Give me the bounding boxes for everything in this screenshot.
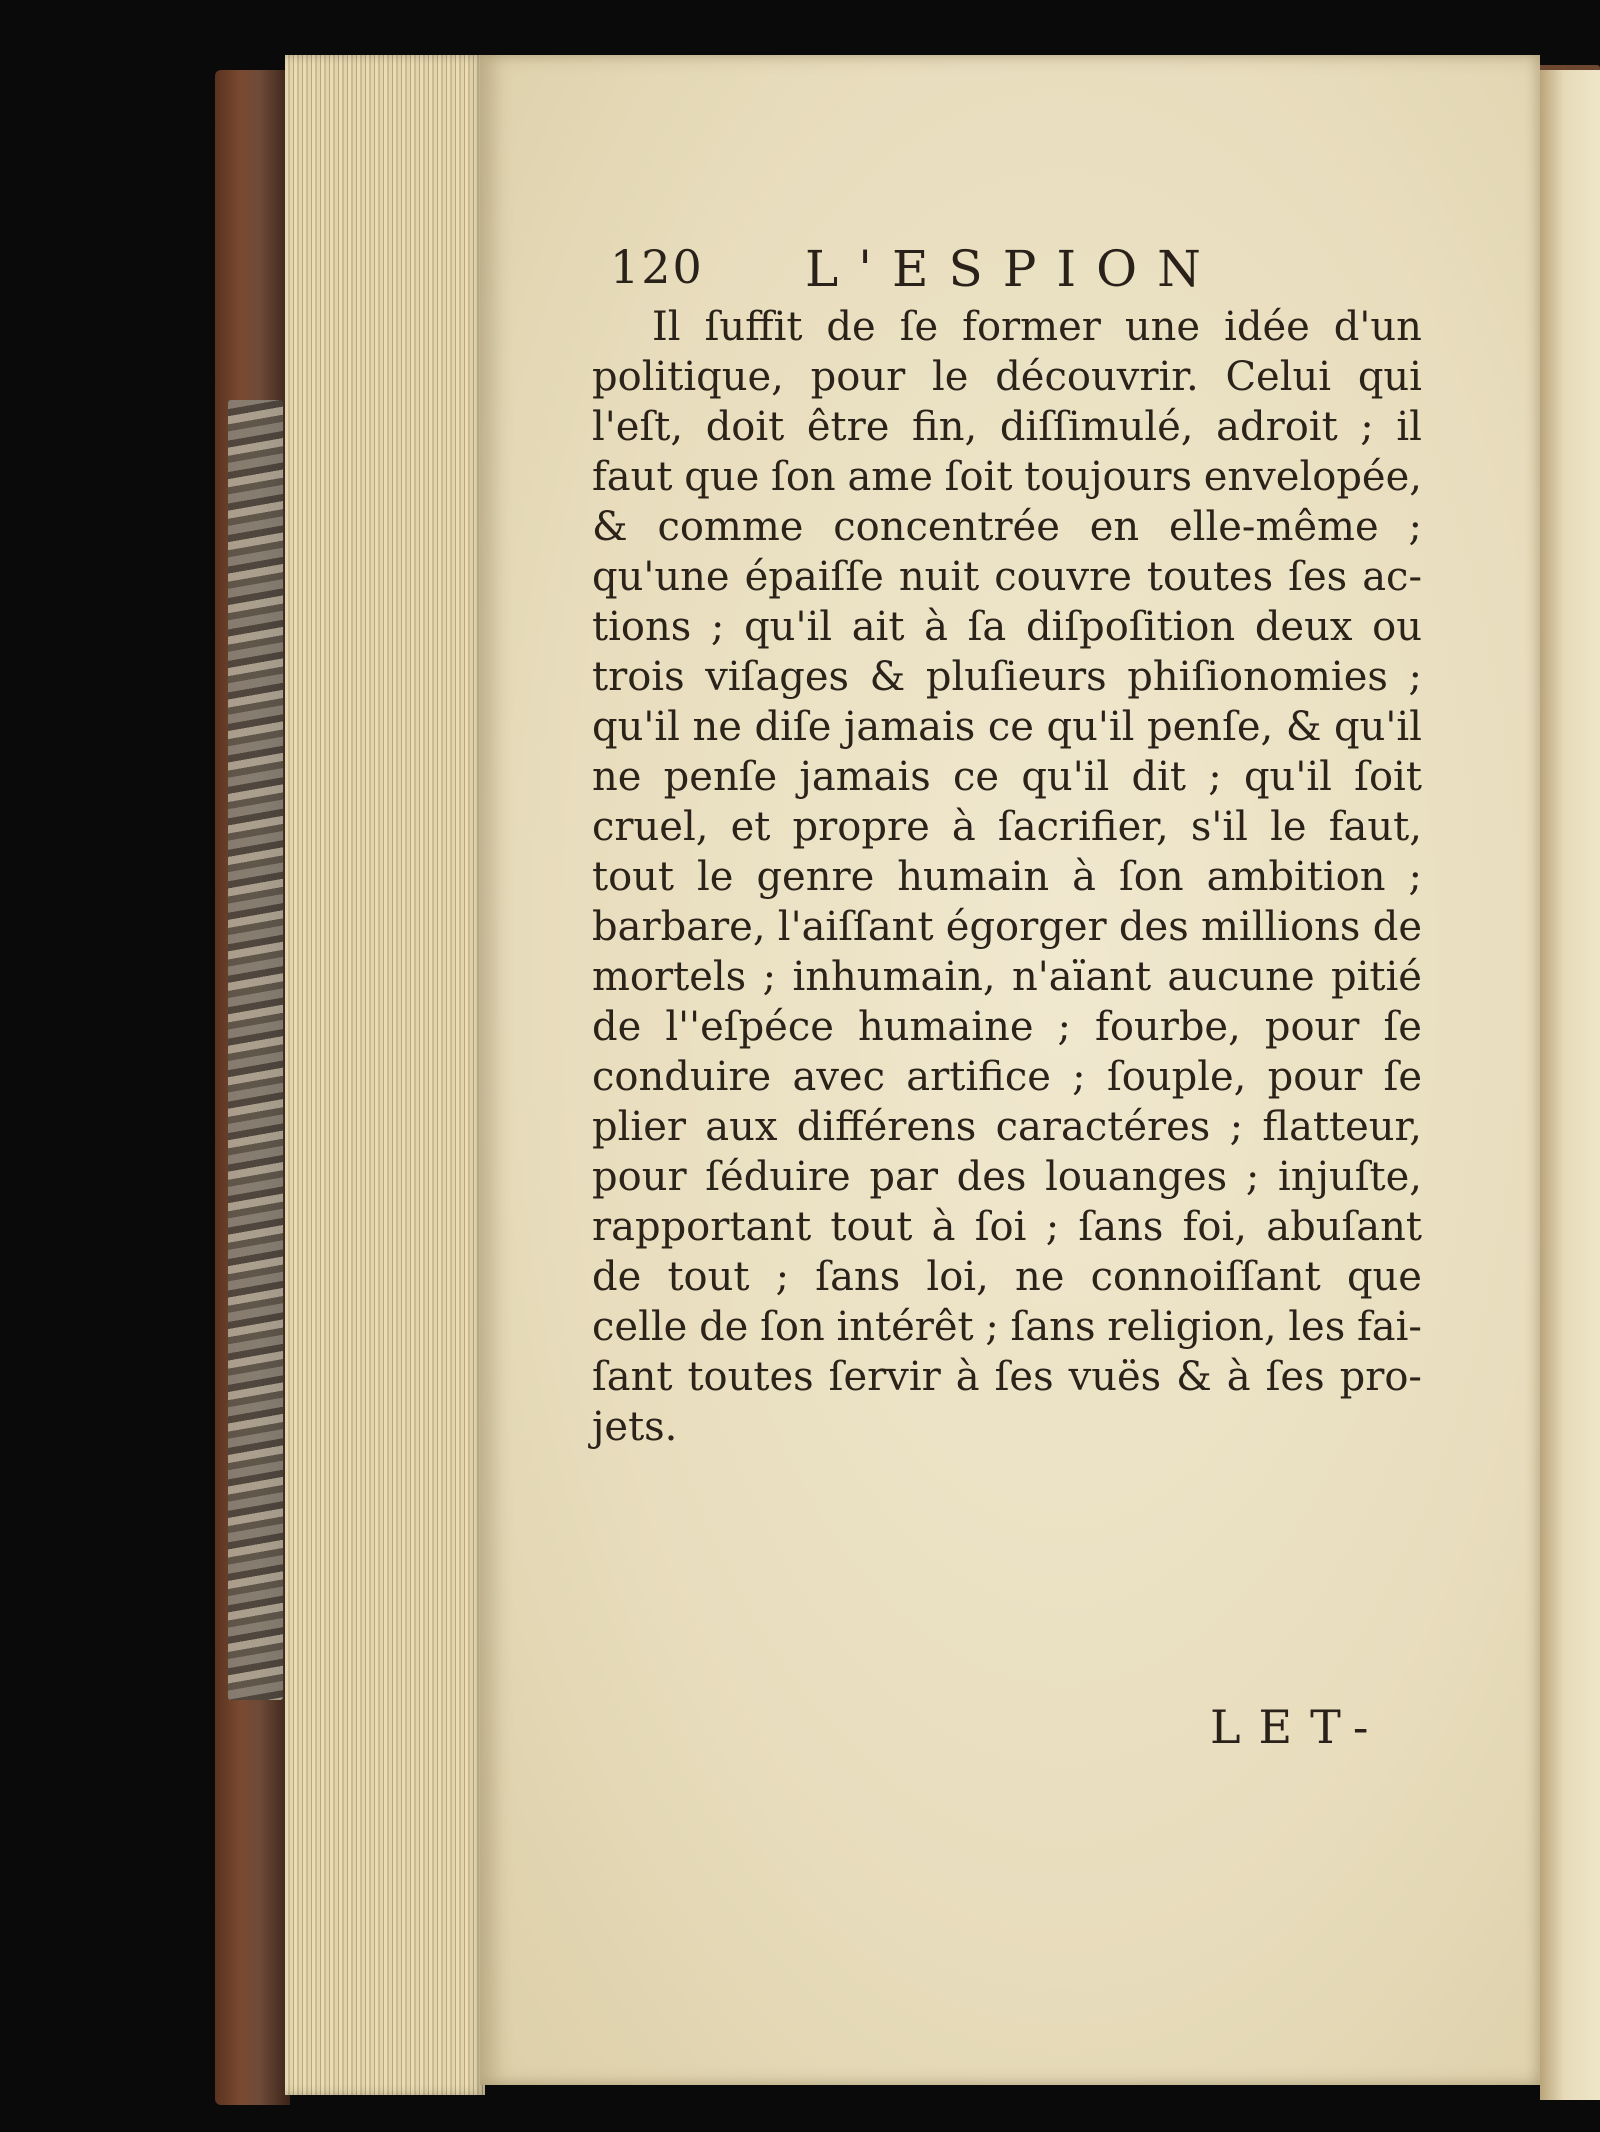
- text-line: [592, 1102, 1422, 1152]
- word: découvrir.: [995, 354, 1199, 400]
- word: par: [869, 1154, 938, 1200]
- word: pour: [592, 1154, 687, 1200]
- text-line: [592, 302, 1422, 352]
- word: barbare,: [592, 904, 766, 950]
- word: idée: [1224, 304, 1310, 350]
- word: ſervir: [828, 1354, 941, 1400]
- word: le: [1270, 804, 1307, 850]
- word: caractéres: [995, 1104, 1211, 1150]
- word: ;: [1057, 1004, 1072, 1050]
- word: ſon: [760, 1304, 825, 1350]
- word: ;: [1408, 654, 1422, 700]
- text-line: [592, 602, 1422, 652]
- word: Celui: [1225, 354, 1332, 400]
- word: que: [1346, 1254, 1422, 1300]
- word: ſans: [1010, 1304, 1096, 1350]
- word: ;: [1072, 1054, 1086, 1100]
- word: deux: [1254, 604, 1353, 650]
- text-line: [592, 502, 1422, 552]
- word: être: [806, 404, 890, 450]
- word: fai-: [1356, 1304, 1422, 1350]
- word: de: [592, 1254, 642, 1300]
- word: qu'il: [1243, 754, 1332, 800]
- word: fourbe,: [1095, 1004, 1241, 1050]
- word: phiſionomies: [1127, 654, 1388, 700]
- word: ;: [1229, 1104, 1244, 1150]
- text-line: [592, 1252, 1422, 1302]
- word: le: [931, 354, 969, 400]
- word: millions: [1200, 904, 1361, 950]
- word: ;: [1045, 1204, 1060, 1250]
- word: tout: [667, 1254, 750, 1300]
- word: qu'une: [592, 554, 730, 600]
- word: aux: [705, 1104, 778, 1150]
- text-line: [592, 1302, 1422, 1352]
- word: ſoit: [1354, 754, 1422, 800]
- word: ſacrifier,: [997, 804, 1169, 850]
- word: intérêt: [836, 1304, 974, 1350]
- word: ame: [847, 454, 933, 500]
- text-line: jets.: [592, 1404, 678, 1450]
- word: Il: [652, 304, 681, 350]
- word: trois: [592, 654, 685, 700]
- word: penſe: [663, 754, 778, 800]
- word: inhumain,: [792, 954, 996, 1000]
- word: ſe: [1383, 1054, 1422, 1100]
- word: ;: [1208, 754, 1222, 800]
- word: ne: [692, 704, 742, 750]
- word: qu'il: [744, 604, 833, 650]
- word: et: [730, 804, 771, 850]
- word: pour: [1267, 1054, 1363, 1100]
- word: différens: [796, 1104, 977, 1150]
- word: il: [1396, 404, 1422, 450]
- word: comme: [657, 504, 804, 550]
- text-line: [592, 1152, 1422, 1202]
- word: ſe: [1383, 1004, 1422, 1050]
- word: ſoi: [974, 1204, 1027, 1250]
- word: diſe: [754, 704, 832, 750]
- word: qu'il: [1334, 704, 1422, 750]
- word: abuſant: [1266, 1204, 1422, 1250]
- word: égorger: [945, 904, 1107, 950]
- word: ſes: [994, 1354, 1054, 1400]
- word: qui: [1357, 354, 1422, 400]
- word: des: [956, 1154, 1027, 1200]
- word: fin,: [912, 404, 978, 450]
- word: pour: [810, 354, 906, 400]
- word: s'il: [1190, 804, 1248, 850]
- facing-page: [1540, 70, 1600, 2100]
- word: que: [684, 454, 760, 500]
- word: conduire: [592, 1054, 772, 1100]
- text-line: [592, 952, 1422, 1002]
- word: l'eſt,: [592, 404, 684, 450]
- word: ſoit: [944, 454, 1013, 500]
- text-line: [592, 852, 1422, 902]
- word: avec: [792, 1054, 886, 1100]
- word: ;: [710, 604, 725, 650]
- word: artifice: [906, 1054, 1051, 1100]
- word: injuſte,: [1277, 1154, 1422, 1200]
- text-line: [592, 1052, 1422, 1102]
- word: ne: [592, 754, 642, 800]
- catchword: LET-: [1210, 1700, 1387, 1754]
- word: ou: [1372, 604, 1422, 650]
- text-line: [592, 802, 1422, 852]
- word: concentrée: [833, 504, 1060, 550]
- word: doit: [705, 404, 785, 450]
- word: ſans: [815, 1254, 901, 1300]
- marbled-cover: [228, 400, 283, 1700]
- word: tout: [830, 1204, 913, 1250]
- word: ſon: [771, 454, 836, 500]
- word: ſant: [592, 1354, 673, 1400]
- word: pro-: [1339, 1354, 1422, 1400]
- word: genre: [756, 854, 875, 900]
- word: ne: [1014, 1254, 1065, 1300]
- word: plier: [592, 1104, 686, 1150]
- word: faut: [592, 454, 673, 500]
- word: jamais: [799, 754, 931, 800]
- text-line: [592, 402, 1422, 452]
- word: aucune: [1167, 954, 1315, 1000]
- word: connoiſſant: [1090, 1254, 1321, 1300]
- word: toutes: [687, 1354, 814, 1400]
- word: ;: [1408, 504, 1422, 550]
- text-line: [592, 352, 1422, 402]
- word: toutes: [1146, 554, 1274, 600]
- word: de: [826, 304, 876, 350]
- word: couvre: [994, 554, 1132, 600]
- word: pluſieurs: [925, 654, 1107, 700]
- word: toujours: [1024, 454, 1192, 500]
- word: jamais: [843, 704, 976, 750]
- word: humain: [897, 854, 1050, 900]
- word: ;: [985, 1304, 999, 1350]
- word: pour: [1264, 1004, 1360, 1050]
- word: humaine: [857, 1004, 1034, 1050]
- text-line: [592, 902, 1422, 952]
- word: nuit: [898, 554, 980, 600]
- word: qu'il: [1046, 704, 1135, 750]
- word: celle: [592, 1304, 688, 1350]
- word: ſuffit: [704, 304, 803, 350]
- word: en: [1089, 504, 1140, 550]
- word: louanges: [1045, 1154, 1228, 1200]
- word: faut,: [1328, 804, 1422, 850]
- word: &: [1176, 1354, 1212, 1400]
- word: ce: [953, 754, 1000, 800]
- word: qu'il: [1021, 754, 1110, 800]
- word: mortels: [592, 954, 747, 1000]
- word: tions: [592, 604, 692, 650]
- word: les: [1288, 1304, 1346, 1350]
- word: penſe,: [1147, 704, 1274, 750]
- word: de: [699, 1304, 749, 1350]
- word: loi,: [926, 1254, 989, 1300]
- running-title: L'ESPION: [805, 240, 1221, 298]
- word: envelopée,: [1203, 454, 1422, 500]
- word: foi,: [1182, 1204, 1248, 1250]
- word: n'aïant: [1011, 954, 1152, 1000]
- text-line: [592, 552, 1422, 602]
- page-header: [610, 240, 1270, 300]
- word: cruel,: [592, 804, 709, 850]
- text-line: [592, 752, 1422, 802]
- word: à: [955, 1354, 980, 1400]
- word: &: [869, 654, 906, 700]
- word: pitié: [1331, 954, 1422, 1000]
- word: de: [1372, 904, 1422, 950]
- word: de: [592, 1004, 642, 1050]
- word: ;: [1245, 1154, 1260, 1200]
- word: viſages: [705, 654, 850, 700]
- text-line: [592, 1352, 1422, 1402]
- word: ;: [762, 954, 777, 1000]
- word: à: [931, 1204, 956, 1250]
- word: diſpoſition: [1025, 604, 1236, 650]
- word: ;: [1408, 854, 1422, 900]
- word: ;: [775, 1254, 790, 1300]
- text-line: [592, 1002, 1422, 1052]
- word: politique,: [592, 354, 784, 400]
- text-line: [592, 1202, 1422, 1252]
- word: rapportant: [592, 1204, 812, 1250]
- word: à: [924, 604, 948, 650]
- word: ſes: [1288, 554, 1348, 600]
- word: diſſimulé,: [999, 404, 1194, 450]
- text-line: [592, 652, 1422, 702]
- word: &: [1285, 704, 1322, 750]
- word: épaiſſe: [744, 554, 884, 600]
- text-line: [592, 452, 1422, 502]
- word: à: [951, 804, 976, 850]
- word: ;: [1360, 404, 1374, 450]
- paragraph: [592, 302, 1422, 1452]
- word: tout: [592, 854, 674, 900]
- word: propre: [792, 804, 930, 850]
- word: flatteur,: [1262, 1104, 1422, 1150]
- word: vuës: [1068, 1354, 1162, 1400]
- word: ac-: [1362, 554, 1422, 600]
- word: le: [696, 854, 734, 900]
- word: religion,: [1107, 1304, 1277, 1350]
- word: l''eſpéce: [665, 1004, 834, 1050]
- word: à: [1226, 1354, 1251, 1400]
- word: ait: [851, 604, 905, 650]
- page-edges: [285, 55, 485, 2095]
- word: adroit: [1216, 404, 1338, 450]
- word: ſéduire: [705, 1154, 851, 1200]
- word: &: [592, 504, 628, 550]
- word: ſes: [1265, 1354, 1325, 1400]
- page-number: 120: [610, 240, 704, 294]
- word: dit: [1131, 754, 1186, 800]
- word: ſa: [967, 604, 1007, 650]
- word: ſouple,: [1106, 1054, 1247, 1100]
- word: l'aiſſant: [777, 904, 934, 950]
- word: ambition: [1206, 854, 1386, 900]
- text-line: [592, 702, 1422, 752]
- word: des: [1118, 904, 1189, 950]
- word: ſans: [1078, 1204, 1164, 1250]
- word: former: [962, 304, 1101, 350]
- word: ce: [987, 704, 1034, 750]
- word: à: [1072, 854, 1096, 900]
- word: d'un: [1333, 304, 1422, 350]
- word: qu'il: [592, 704, 680, 750]
- word: elle-même: [1169, 504, 1379, 550]
- word: ſon: [1118, 854, 1184, 900]
- word: une: [1124, 304, 1201, 350]
- word: ſe: [899, 304, 939, 350]
